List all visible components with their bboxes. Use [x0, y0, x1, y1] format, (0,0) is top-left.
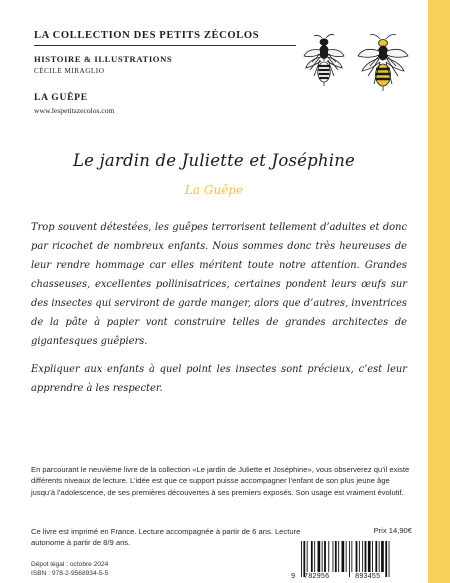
wasp-left-icon	[304, 34, 344, 86]
series-title: Le jardin de Juliette et Joséphine	[73, 151, 355, 170]
wasp-illustration-icon	[300, 30, 412, 110]
barcode-bar	[389, 541, 390, 577]
barcode-bar	[375, 541, 377, 572]
barcode-bar	[365, 541, 367, 572]
barcode-bar	[379, 541, 380, 572]
book-title: La Guêpe	[184, 183, 244, 197]
blurb-paragraph: Trop souvent détestées, les guêpes terrorisent tellement d’adultes et donc par ricochet de nombreux enfants. Nous sommes donc très heureuses de leur rendre hommage car elles méritent toute notre attention. Grandes chasseuses, excellentes pollinisatrices, certaines pondent leurs œufs sur des insectes qui serviront de garde manger, alors que d’autres, inventrices de la pâte à papier vont construire telles de grandes architectes de gigantesques guêpiers.	[31, 222, 407, 347]
barcode-bar	[328, 541, 329, 572]
credits-block	[34, 30, 304, 115]
barcode-digits-right: 893455	[355, 573, 381, 581]
barcode-bar	[356, 541, 358, 572]
barcode-bar	[322, 541, 323, 572]
barcode-bar	[335, 541, 337, 572]
credits-role: HISTOIRE & ILLUSTRATIONS	[34, 54, 173, 64]
barcode-bar	[338, 541, 339, 572]
collection-name: LA COLLECTION DES PETITS ZÉCOLOS	[34, 30, 260, 41]
barcode-digit-first: 9	[291, 573, 296, 581]
barcode-bar	[368, 541, 371, 572]
barcode	[289, 539, 415, 583]
barcode-bar	[372, 541, 373, 572]
website-link[interactable]: www.lespetitszecolos.com	[34, 106, 115, 115]
barcode-bar	[303, 541, 305, 577]
barcode-bar	[342, 541, 345, 572]
barcode-bar	[311, 541, 313, 572]
barcode-bar	[307, 541, 308, 572]
barcode-bar	[318, 541, 321, 572]
barcode-bar	[362, 541, 363, 572]
book-title-caps: LA GUÊPE	[34, 92, 88, 103]
barcode-digits-left: 782956	[304, 573, 330, 581]
reading-levels-text: En parcourant le neuvième livre de la collection «Le jardin de Juliette et Joséphine», vous observerez qu’il existe différents niveaux de lecture. L’idée est que ce support puisse accompagner l’enfant de son plus jeune âge jusqu’à l’adolescence, de ses premières découvertes à ses premiers exposés. Son usage est vraiment évolutif.	[31, 465, 410, 497]
blurb	[31, 218, 407, 398]
divider	[34, 45, 296, 46]
barcode-bar	[359, 541, 360, 572]
blurb-paragraph: Expliquer aux enfants à quel point les insectes sont précieux, c’est leur apprendre à les respecter.	[31, 364, 407, 394]
print-info-text: Ce livre est imprimé en France. Lecture accompagnée à partir de 6 ans. Lecture autonome à partir de 8/9 ans.	[31, 527, 301, 548]
price-label: Prix 14,90€	[373, 526, 412, 535]
barcode-bar	[385, 541, 387, 577]
legal-info	[31, 560, 171, 578]
barcode-bar	[349, 541, 350, 577]
barcode-bar	[314, 541, 315, 572]
barcode-bar	[324, 541, 326, 572]
barcode-bar	[381, 541, 384, 572]
barcode-bar	[346, 541, 347, 572]
barcode-bar	[301, 541, 302, 577]
barcode-bar	[333, 541, 334, 572]
barcode-bar	[351, 541, 352, 572]
author-name: CÉCILE MIRAGLIO	[34, 67, 105, 75]
wasp-right-icon	[358, 35, 408, 92]
isbn-text: ISBN : 978-2-9568934-5-5	[31, 570, 109, 578]
legal-deposit: Dépot légal : octobre 2024	[31, 561, 109, 568]
yellow-spine	[428, 0, 450, 583]
